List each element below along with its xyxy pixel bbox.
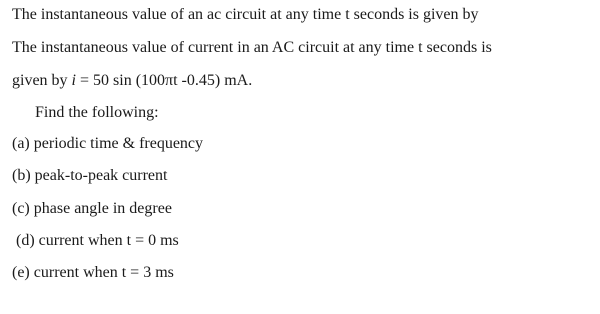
question-item-b: (b) peak-to-peak current	[12, 167, 168, 184]
instruction-text: Find the following:	[35, 104, 159, 121]
question-item-a: (a) periodic time & frequency	[12, 135, 204, 152]
question-intro-line-2	[12, 71, 252, 91]
question-heading: The instantaneous value of an ac circuit at any time t seconds is given by	[12, 6, 479, 23]
question-item-e: (e) current when t = 3 ms	[12, 264, 174, 281]
question-item-d: (d) current when t = 0 ms	[16, 232, 179, 249]
question-item-c: (c) phase angle in degree	[12, 200, 172, 217]
current-variable: i	[71, 72, 76, 89]
question-intro-line-1: The instantaneous value of current in an AC circuit at any time t seconds is	[12, 39, 492, 56]
current-equation: = 50 sin (100πt -0.45) mA.	[76, 72, 253, 89]
given-by-text: given by	[12, 72, 72, 89]
